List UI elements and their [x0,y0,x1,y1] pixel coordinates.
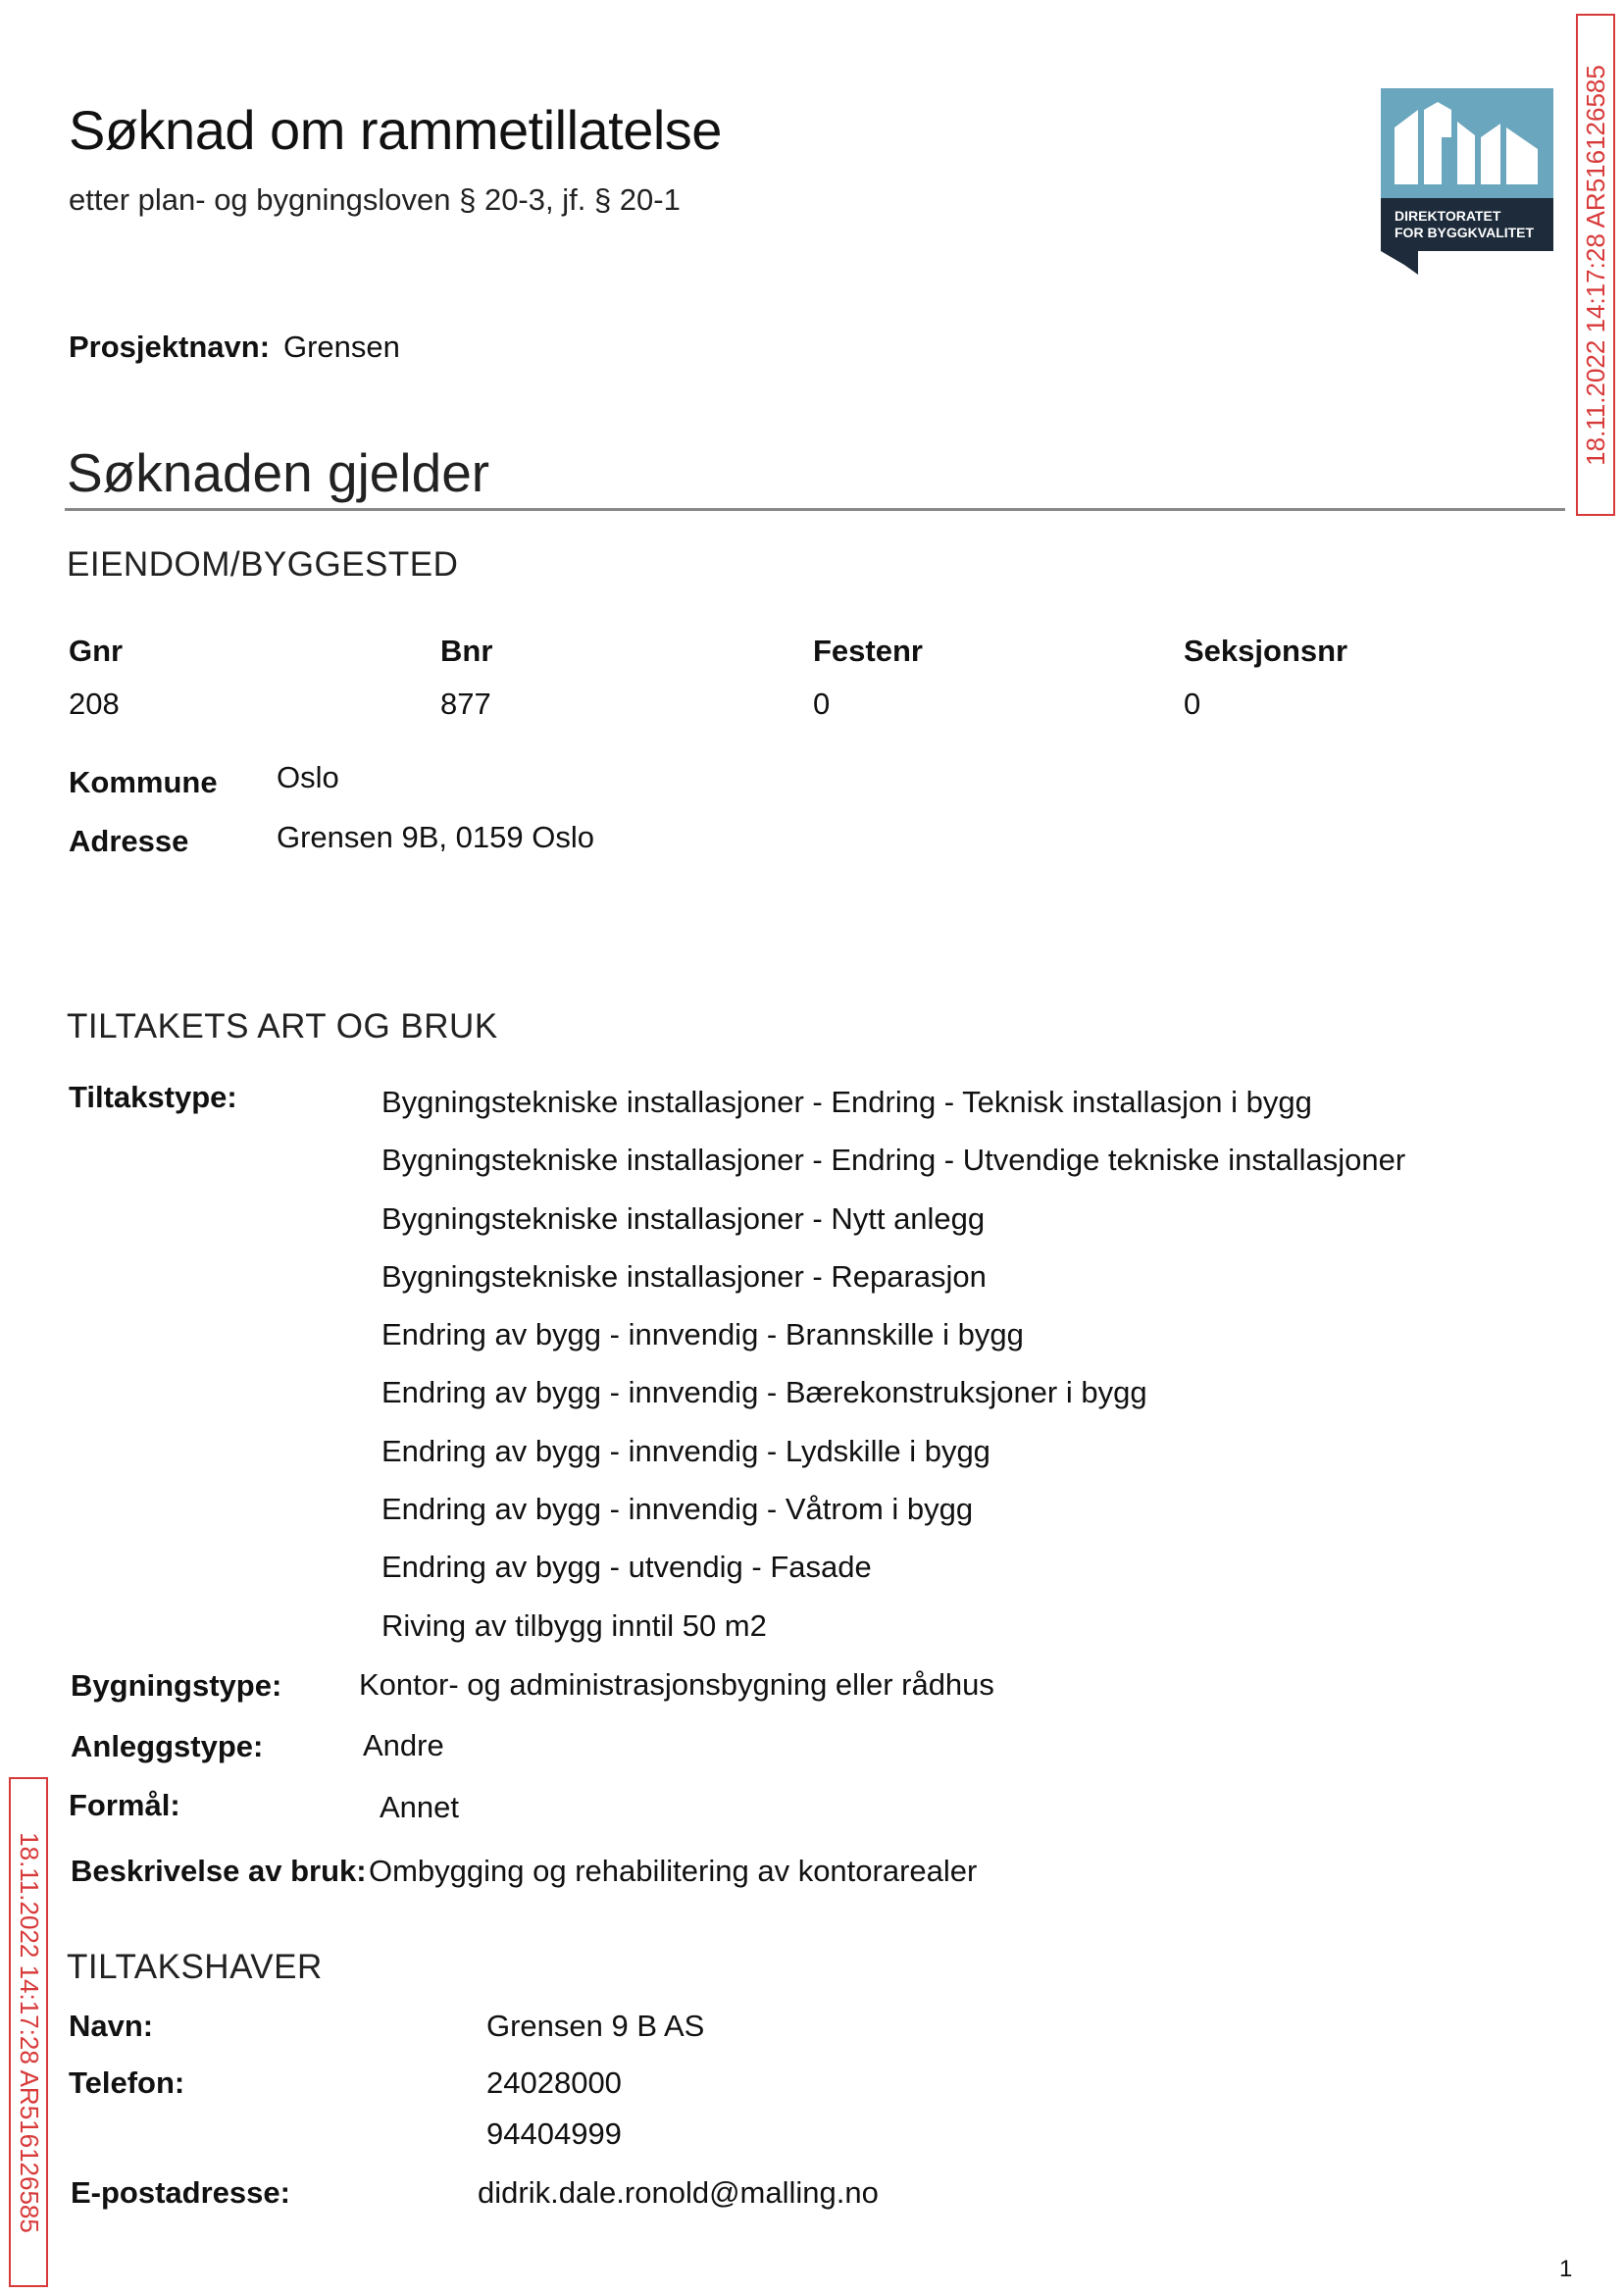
document-title: Søknad om rammetillatelse [69,99,722,161]
page-number: 1 [1559,2256,1573,2282]
telefon-label: Telefon: [69,2065,185,2100]
tiltakstype-item: Bygningstekniske installasjoner - Nytt anlegg [381,1200,986,1236]
tiltakstype-item: Endring av bygg - innvendig - Brannskille i bygg [381,1317,1024,1352]
dibk-logo-graphic [1381,88,1553,275]
seksjonsnr-value: 0 [1184,687,1201,721]
telefon-value-1: 24028000 [486,2065,622,2100]
logo-line1: DIREKTORATET [1395,208,1501,224]
seksjonsnr-label: Seksjonsnr [1184,634,1348,668]
project-name-label: Prosjektnavn: [69,330,271,364]
tiltakstype-item: Bygningstekniske installasjoner - Endring - Teknisk installasjon i bygg [381,1085,1312,1119]
anleggstype-value: Andre [363,1728,444,1762]
tiltakshaver-heading: TILTAKSHAVER [67,1948,323,1986]
tiltakstype-item: Riving av tilbygg inntil 50 m2 [381,1607,767,1643]
bnr-value: 877 [440,687,491,721]
festenr-label: Festenr [813,634,923,668]
epost-value: didrik.dale.ronold@malling.no [478,2175,879,2210]
tiltakstype-item: Endring av bygg - innvendig - Bærekonstruksjoner i bygg [381,1375,1147,1410]
dibk-logo [1381,88,1553,275]
gnr-label: Gnr [69,634,124,668]
beskrivelse-value: Ombygging og rehabilitering av kontorarealer [369,1854,978,1888]
eiendom-heading: EIENDOM/BYGGESTED [67,545,459,584]
project-name-value: Grensen [283,330,400,364]
festenr-value: 0 [813,687,831,721]
adresse-value: Grensen 9B, 0159 Oslo [277,820,594,854]
gnr-value: 208 [69,687,120,721]
tiltakstype-item: Endring av bygg - utvendig - Fasade [381,1550,872,1585]
bnr-label: Bnr [440,634,493,668]
epost-label: E-postadresse: [71,2175,290,2210]
logo-line2: FOR BYGGKVALITET [1395,225,1535,240]
beskrivelse-label: Beskrivelse av bruk: [71,1854,367,1888]
tiltakstype-item: Bygningstekniske installasjoner - Endring - Utvendige tekniske installasjoner [381,1143,1406,1178]
adresse-label: Adresse [69,824,189,858]
formal-value: Annet [380,1790,460,1824]
stamp-text: 18.11.2022 14:17:28 AR516126585 [14,1831,44,2233]
anleggstype-label: Anleggstype: [71,1729,264,1763]
tiltakstype-list [381,1079,1405,1660]
document-subtitle: etter plan- og bygningsloven § 20-3, jf. § 20-1 [69,182,681,217]
archive-stamp-left [9,1777,48,2287]
formal-label: Formål: [69,1788,180,1822]
telefon-value-2: 94404999 [486,2116,622,2151]
kommune-value: Oslo [277,760,339,794]
bygningstype-label: Bygningstype: [71,1668,282,1703]
tiltakstype-label: Tiltakstype: [69,1080,237,1114]
tiltakstype-item: Endring av bygg - innvendig - Lydskille i bygg [381,1433,990,1468]
archive-stamp-top [1576,14,1615,516]
navn-value: Grensen 9 B AS [486,2009,705,2043]
tiltakstype-item: Endring av bygg - innvendig - Våtrom i bygg [381,1492,974,1527]
section-main-heading: Søknaden gjelder [67,442,490,503]
navn-label: Navn: [69,2009,154,2043]
kommune-label: Kommune [69,765,218,799]
stamp-text: 18.11.2022 14:17:28 AR516126585 [1580,64,1610,466]
tiltakstype-item: Bygningstekniske installasjoner - Reparasjon [381,1258,987,1294]
bygningstype-value: Kontor- og administrasjonsbygning eller rådhus [359,1667,994,1702]
section-divider [65,508,1565,511]
tiltak-heading: TILTAKETS ART OG BRUK [67,1007,498,1045]
